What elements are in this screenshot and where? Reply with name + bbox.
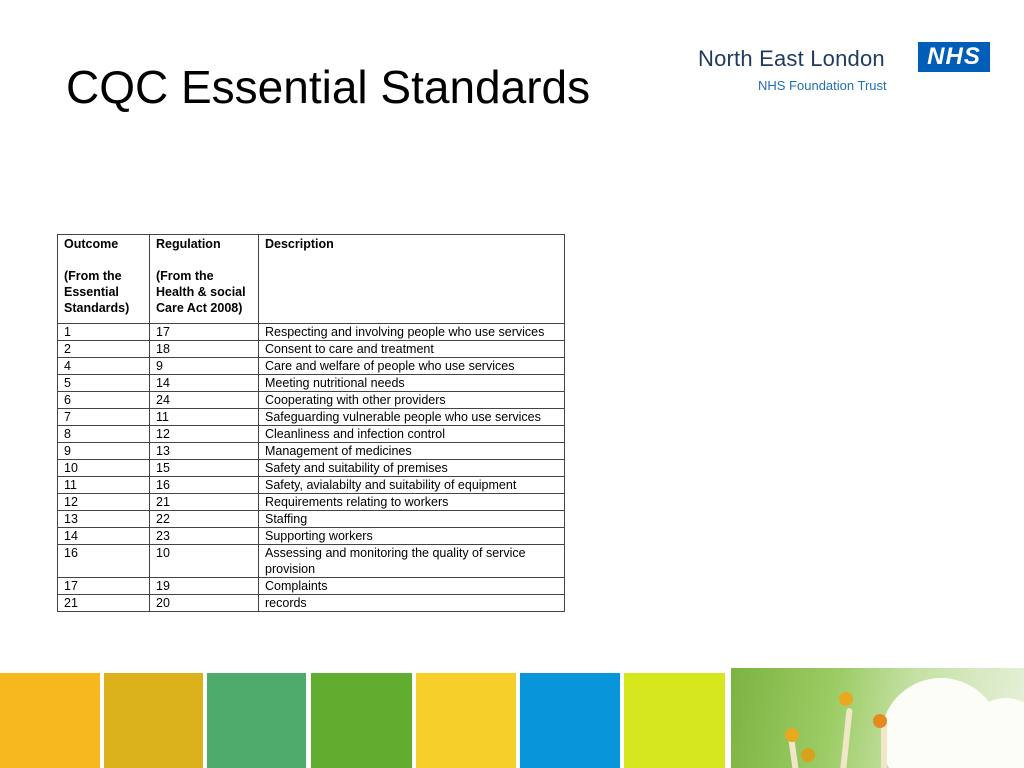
table-row (58, 426, 565, 443)
cell-outcome: 4 (58, 358, 150, 375)
table-row (58, 324, 565, 341)
cell-outcome: 1 (58, 324, 150, 341)
cell-regulation: 9 (150, 358, 259, 375)
cell-regulation: 13 (150, 443, 259, 460)
table-row (58, 545, 565, 578)
cell-regulation: 16 (150, 477, 259, 494)
cell-description: Staffing (259, 511, 565, 528)
cell-regulation: 11 (150, 409, 259, 426)
cell-description: Respecting and involving people who use services (259, 324, 565, 341)
table-row (58, 341, 565, 358)
cell-outcome: 16 (58, 545, 150, 578)
table-row (58, 358, 565, 375)
cell-outcome: 11 (58, 477, 150, 494)
table-row (58, 595, 565, 612)
cell-outcome: 7 (58, 409, 150, 426)
cell-outcome: 21 (58, 595, 150, 612)
table-row (58, 528, 565, 545)
table-row (58, 409, 565, 426)
cell-description: Care and welfare of people who use services (259, 358, 565, 375)
cell-regulation: 21 (150, 494, 259, 511)
cell-regulation: 18 (150, 341, 259, 358)
cell-regulation: 24 (150, 392, 259, 409)
cell-outcome: 12 (58, 494, 150, 511)
table-row (58, 460, 565, 477)
cell-outcome: 10 (58, 460, 150, 477)
cell-regulation: 22 (150, 511, 259, 528)
cell-description: Safety, avialabilty and suitability of equipment (259, 477, 565, 494)
cell-outcome: 13 (58, 511, 150, 528)
cell-description: Management of medicines (259, 443, 565, 460)
cell-description: Supporting workers (259, 528, 565, 545)
header-outcome (58, 235, 150, 324)
table-row (58, 494, 565, 511)
header-regulation-title: Regulation (156, 237, 221, 251)
header-outcome-title: Outcome (64, 237, 119, 251)
footer-stripe (624, 673, 725, 768)
table-row (58, 477, 565, 494)
cell-regulation: 20 (150, 595, 259, 612)
footer-stripe (311, 673, 412, 768)
cell-description: Consent to care and treatment (259, 341, 565, 358)
table-row (58, 578, 565, 595)
logo-trust-name: North East London (698, 46, 885, 71)
cell-outcome: 2 (58, 341, 150, 358)
standards-table (57, 234, 565, 612)
flower-photo (731, 668, 1024, 768)
cell-outcome: 6 (58, 392, 150, 409)
header-description (259, 235, 565, 324)
table-row (58, 375, 565, 392)
header-regulation-subtitle: (From the Health & social Care Act 2008) (156, 269, 246, 315)
footer-stripe (520, 673, 620, 768)
cell-outcome: 5 (58, 375, 150, 392)
cell-description: Cooperating with other providers (259, 392, 565, 409)
cell-description: Safeguarding vulnerable people who use services (259, 409, 565, 426)
nhs-badge: NHS (918, 42, 990, 72)
cell-description: Requirements relating to workers (259, 494, 565, 511)
cell-outcome: 14 (58, 528, 150, 545)
cell-description: Assessing and monitoring the quality of service provision (259, 545, 565, 578)
table-row (58, 443, 565, 460)
slide-title: CQC Essential Standards (66, 61, 591, 113)
header-regulation (150, 235, 259, 324)
header-outcome-subtitle: (From the Essential Standards) (64, 269, 130, 315)
cell-regulation: 14 (150, 375, 259, 392)
table-body (58, 324, 565, 612)
cell-regulation: 19 (150, 578, 259, 595)
cell-regulation: 17 (150, 324, 259, 341)
table-header-row (58, 235, 565, 324)
cell-regulation: 15 (150, 460, 259, 477)
cell-description: Meeting nutritional needs (259, 375, 565, 392)
footer-stripe (207, 673, 306, 768)
cell-regulation: 23 (150, 528, 259, 545)
table-row (58, 392, 565, 409)
cell-description: Complaints (259, 578, 565, 595)
cell-description: Safety and suitability of premises (259, 460, 565, 477)
cell-regulation: 12 (150, 426, 259, 443)
logo-subtitle: NHS Foundation Trust (758, 78, 887, 93)
cell-outcome: 9 (58, 443, 150, 460)
footer-stripe (416, 673, 516, 768)
cell-outcome: 8 (58, 426, 150, 443)
cell-description: Cleanliness and infection control (259, 426, 565, 443)
nhs-logo (698, 42, 998, 102)
footer-stripe (104, 673, 203, 768)
table-row (58, 511, 565, 528)
cell-description: records (259, 595, 565, 612)
cell-outcome: 17 (58, 578, 150, 595)
header-description-title: Description (265, 237, 334, 251)
footer-stripe (0, 673, 100, 768)
cell-regulation: 10 (150, 545, 259, 578)
